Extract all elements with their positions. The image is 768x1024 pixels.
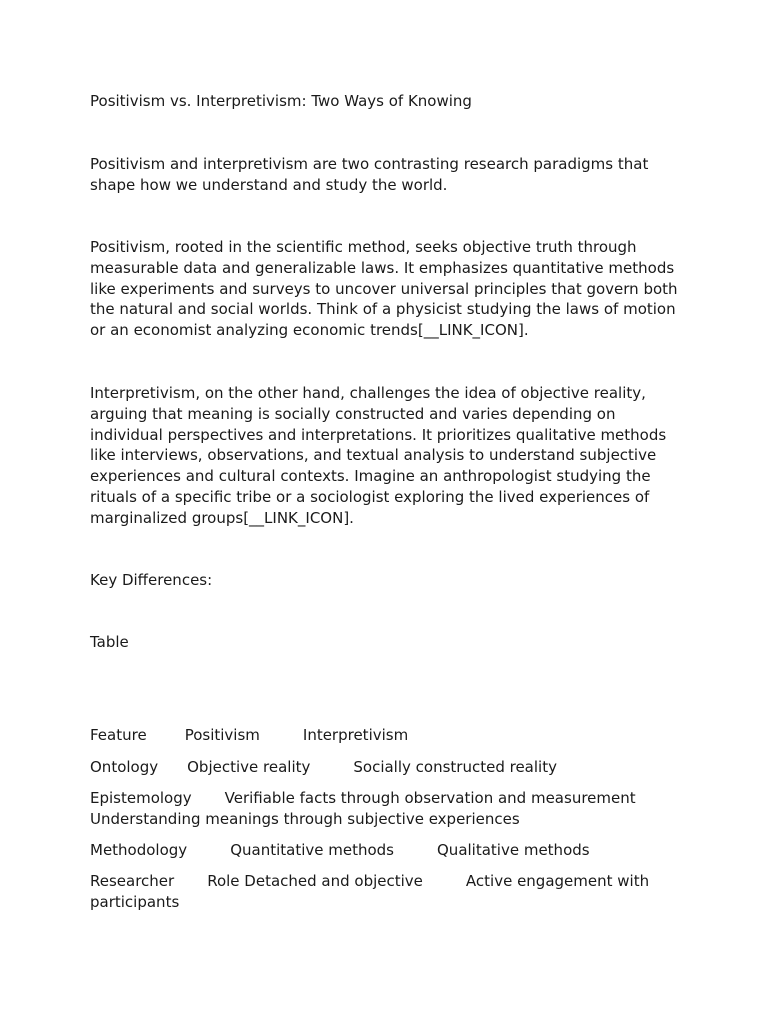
row-positivism: Verifiable facts through observation and measurement	[224, 789, 636, 807]
row-interpretivism: Qualitative methods	[437, 841, 590, 859]
row-feature: Methodology	[90, 841, 188, 859]
table-row	[90, 757, 690, 778]
row-feature: Epistemology	[90, 789, 192, 807]
row-positivism: Objective reality	[187, 758, 311, 776]
row-feature: Researcher	[90, 872, 175, 890]
table-header-row	[90, 725, 690, 746]
table-row	[90, 788, 690, 830]
positivism-paragraph: Positivism, rooted in the scientific method, seeks objective truth through measurable data and generalizable laws. It emphasizes quantitative methods like experiments and surveys to uncover universal principles that govern both the natural and social worlds. Think of a physicist studying the laws of motion or an economist analyzing economic trends[__LINK_ICON].	[90, 238, 678, 340]
intro-paragraph: Positivism and interpretivism are two contrasting research paradigms that shape how we understand and study the world.	[90, 155, 649, 194]
table-label: Table	[90, 633, 129, 651]
header-positivism: Positivism	[184, 726, 260, 744]
header-interpretivism: Interpretivism	[302, 726, 409, 744]
table-row	[90, 871, 690, 913]
row-positivism: Quantitative methods	[230, 841, 394, 859]
row-interpretivism: Active engagement with participants	[90, 872, 650, 911]
row-interpretivism: Socially constructed reality	[353, 758, 557, 776]
interpretivism-paragraph: Interpretivism, on the other hand, challenges the idea of objective reality, arguing that meaning is socially constructed and varies depending on individual perspectives and interpretations. It prioritizes qualitative methods like interviews, observations, and textual analysis to understand subjective experiences and cultural contexts. Imagine an anthropologist studying the rituals of a specific tribe or a sociologist exploring the lived experiences of marginalized groups[__LINK_ICON].	[90, 384, 667, 527]
row-feature: Ontology	[90, 758, 159, 776]
table-row	[90, 840, 690, 861]
key-differences-heading: Key Differences:	[90, 571, 213, 589]
header-feature: Feature	[90, 726, 147, 744]
document-title: Positivism vs. Interpretivism: Two Ways of Knowing	[90, 92, 472, 110]
row-positivism: Role Detached and objective	[207, 872, 423, 890]
row-interpretivism: Understanding meanings through subjective experiences	[90, 809, 520, 828]
